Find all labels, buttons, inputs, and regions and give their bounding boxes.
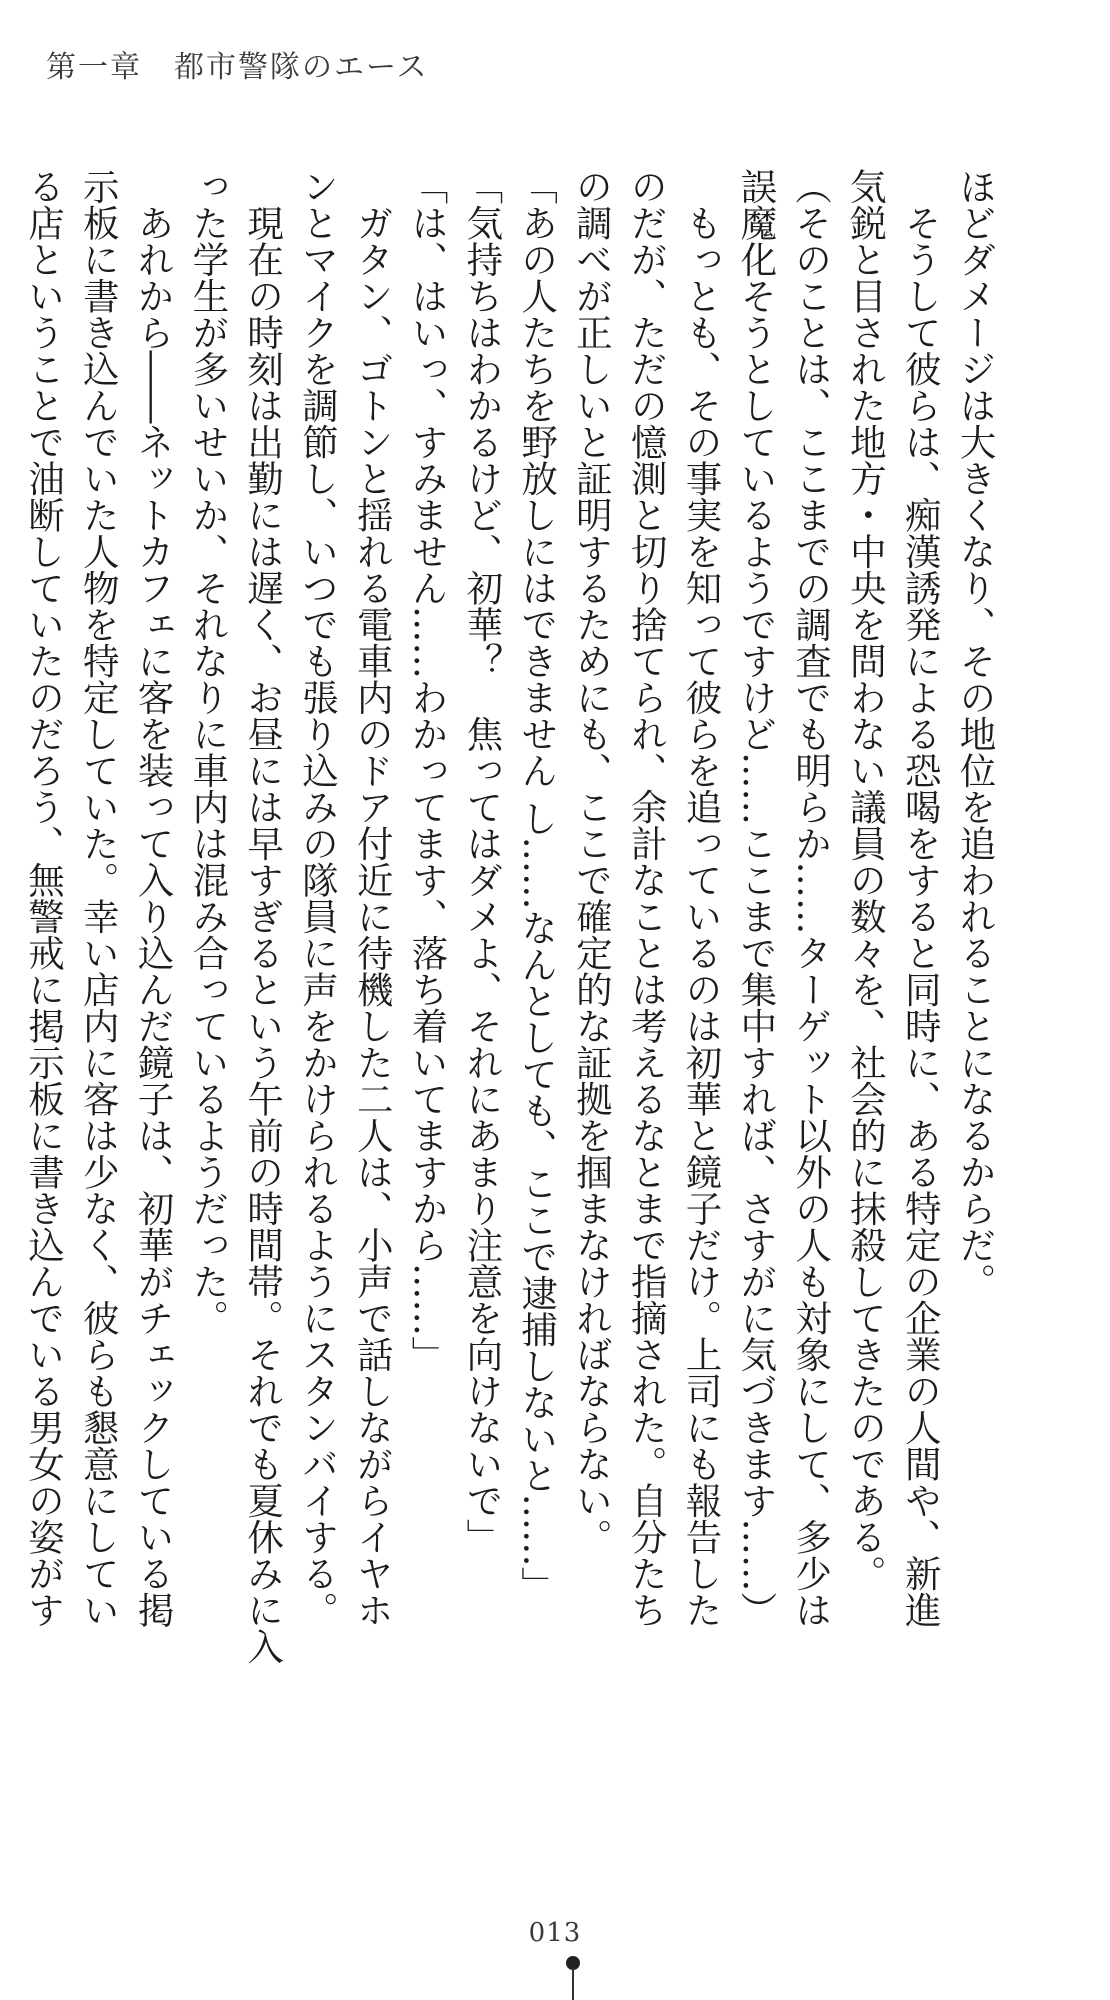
text-line: のだが、ただの憶測と切り捨てられ、余計なことは考えるなとまで指摘された。自分たち [625, 168, 669, 1628]
text-line: った学生が多いせいか、それなりに車内は混み合っているようだった。 [186, 168, 230, 1336]
text-line: 誤魔化そうとしているようですけど……ここまで集中すれば、さすがに気づきます……） [734, 168, 778, 1628]
text-line: あれから――ネットカフェに客を装って入り込んだ鏡子は、初華がチェックしている掲 [132, 168, 176, 1628]
page-number: 013 [528, 1918, 582, 1948]
folio-stem-ornament [572, 1968, 574, 2000]
text-line: （そのことは、ここまでの調査でも明らか……ターゲット以外の人も対象にして、多少は [789, 168, 833, 1628]
text-line: る店ということで油断していたのだろう、無警戒に掲示板に書き込んでいる男女の姿がす [22, 168, 66, 1628]
text-line: もっとも、その事実を知って彼らを追っているのは初華と鏡子だけ。上司にも報告した [680, 168, 724, 1628]
body-text [22, 168, 1002, 1665]
text-line: ガタン、ゴトンと揺れる電車内のドア付近に待機した二人は、小声で話しながらイヤホ [351, 168, 395, 1628]
text-line: 気鋭と目された地方・中央を問わない議員の数々を、社会的に抹殺してきたのである。 [844, 168, 888, 1592]
text-line: 現在の時刻は出勤には遅く、お昼には早すぎるという午前の時間帯。それでも夏休みに入 [241, 168, 285, 1665]
text-line: 「あの人たちを野放しにはできません し……なんとしても、ここで逮捕しないと……」 [515, 168, 559, 1604]
running-head: 第一章 都市警隊のエース [46, 50, 429, 85]
text-line: 「は、はいっ、すみません……わかってます、落ち着いてますから……」 [406, 168, 450, 1373]
text-line: そうして彼らは、痴漢誘発による恐喝をすると同時に、ある特定の企業の人間や、新進 [899, 168, 943, 1628]
text-line: ほどダメージは大きくなり、その地位を追われることになるからだ。 [954, 168, 997, 1300]
text-line: 「気持ちはわかるけど、初華？ 焦ってはダメよ、それにあまり注意を向けないで」 [460, 168, 504, 1555]
text-line: 示板に書き込んでいた人物を特定していた。幸い店内に客は少なく、彼らも懇意にしてい [77, 168, 121, 1628]
text-line: の調べが正しいと証明するためにも、ここで確定的な証拠を掴まなければならない。 [570, 168, 614, 1555]
text-line: ンとマイクを調節し、いつでも張り込みの隊員に声をかけられるようにスタンバイする。 [296, 168, 340, 1628]
